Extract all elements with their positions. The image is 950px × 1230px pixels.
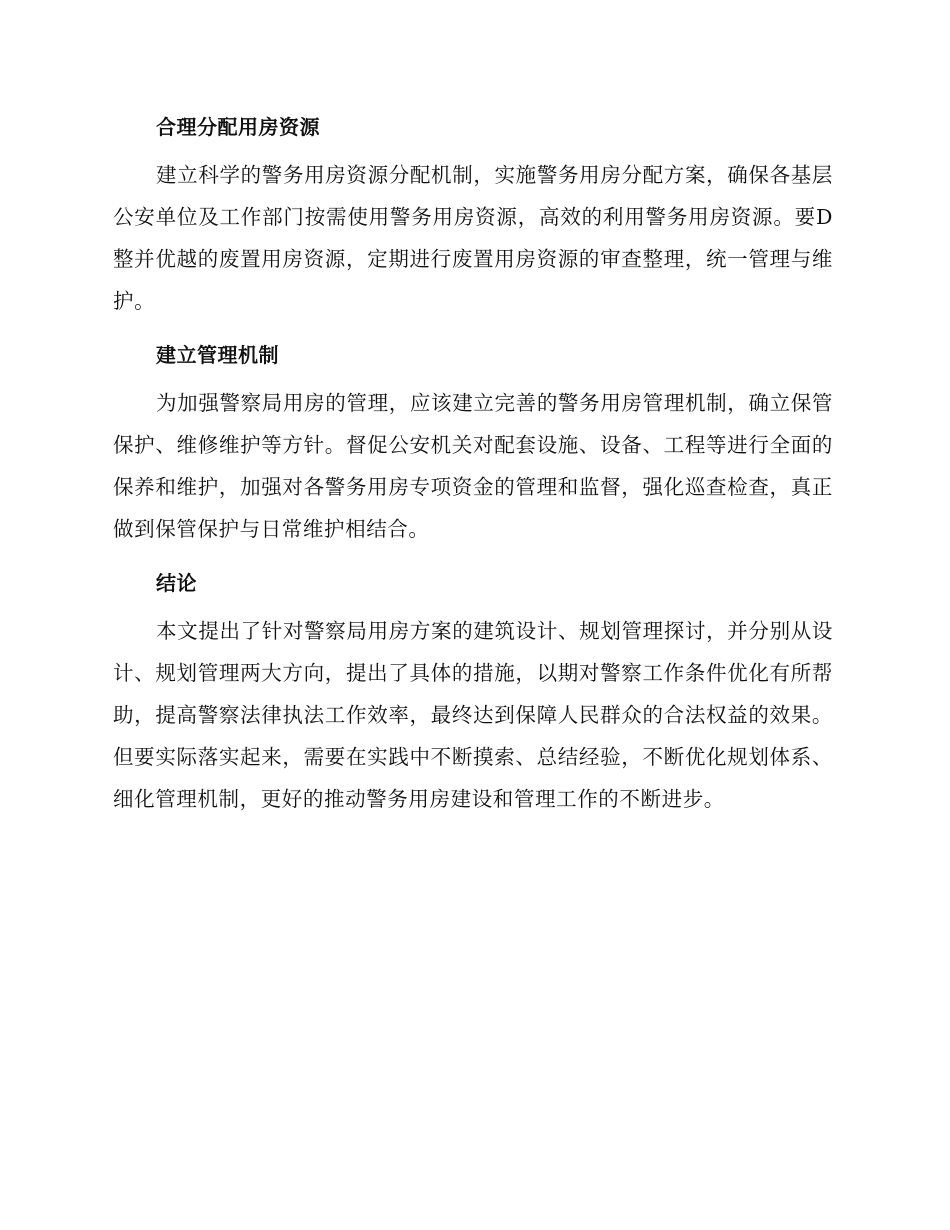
section-paragraph-management-mechanism: 为加强警察局用房的管理，应该建立完善的警务用房管理机制，确立保管保护、维修维护等方针。督促公安机关对配套设施、设备、工程等进行全面的保养和维护，加强对各警务用房专项资金的管理和监督，强化巡查检查，真正做到保管保护与日常维护相结合。 xyxy=(113,391,833,541)
section-heading-resource-allocation: 合理分配用房资源 xyxy=(156,115,320,139)
section-heading-management-mechanism: 建立管理机制 xyxy=(156,343,279,367)
section-heading-conclusion: 结论 xyxy=(156,571,197,595)
section-paragraph-resource-allocation: 建立科学的警务用房资源分配机制，实施警务用房分配方案，确保各基层公安单位及工作部门按需使用警务用房资源，高效的利用警务用房资源。要D整并优越的废置用房资源，定期进行废置用房资源的审查整理，统一管理与维护。 xyxy=(113,163,833,313)
document-body xyxy=(113,106,833,832)
section-paragraph-conclusion: 本文提出了针对警察局用房方案的建筑设计、规划管理探讨，并分别从设计、规划管理两大方向，提出了具体的措施，以期对警察工作条件优化有所帮助，提高警察法律执法工作效率，最终达到保障人民群众的合法权益的效果。但要实际落实起来，需要在实践中不断摸索、总结经验，不断优化规划体系、细化管理机制，更好的推动警务用房建设和管理工作的不断进步。 xyxy=(113,619,833,811)
